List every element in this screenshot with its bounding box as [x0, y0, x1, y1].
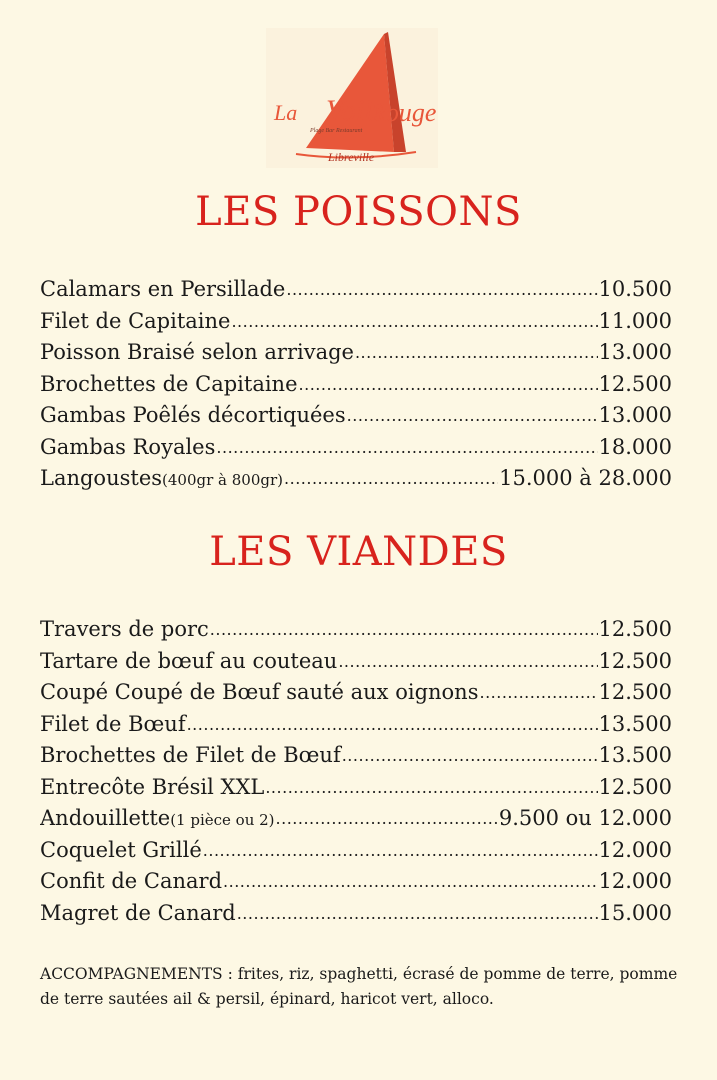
menu-item — [40, 369, 672, 401]
item-name: Brochettes de Capitaine — [40, 371, 298, 396]
item-name: Calamars en Persillade — [40, 277, 286, 301]
item-price: 13.500 — [598, 711, 672, 736]
leader-dots — [347, 400, 598, 432]
menu-item — [40, 898, 672, 930]
item-name: Coupé Coupé de Bœuf sauté aux oignons — [40, 680, 479, 704]
item-price: 15.000 à 28.000 — [499, 466, 672, 490]
item-note: (400gr à 800gr) — [162, 471, 284, 489]
item-name: Entrecôte Brésil XXL — [40, 774, 265, 799]
item-price: 15.000 — [598, 900, 672, 925]
item-name: Gambas Royales — [40, 434, 216, 459]
item-name: Magret de Canard — [40, 900, 236, 925]
menu-item — [40, 709, 672, 741]
item-name: Coquelet Grillé — [40, 837, 202, 862]
item-price: 13.500 — [598, 743, 672, 767]
item-name: Brochettes de Filet de Bœuf — [40, 743, 341, 767]
logo-word-rouge: Rouge — [370, 98, 437, 127]
item-price: 13.000 — [598, 340, 672, 364]
menu-item — [40, 866, 672, 898]
menu-item — [40, 274, 672, 306]
leader-dots — [187, 709, 598, 741]
menu-item — [40, 740, 672, 772]
item-name: Filet de Capitaine — [40, 308, 231, 333]
item-name: Tartare de bœuf au couteau — [40, 648, 338, 673]
item-note: (1 pièce ou 2) — [170, 811, 275, 829]
leader-dots — [216, 432, 597, 464]
item-name: Langoustes — [40, 466, 163, 490]
item-price: 12.500 — [598, 617, 672, 641]
menu-item — [40, 337, 672, 369]
leader-dots — [210, 614, 598, 646]
logo-word-la: La — [274, 100, 298, 125]
menu-item — [40, 614, 672, 646]
item-price: 9.500 ou 12.000 — [498, 806, 672, 830]
leader-dots — [286, 274, 597, 306]
menu-item — [40, 646, 672, 678]
item-price: 12.000 — [598, 869, 672, 893]
menu-item — [40, 835, 672, 867]
item-price: 13.000 — [598, 403, 672, 427]
menu-item — [40, 463, 672, 495]
item-price: 12.500 — [598, 774, 672, 799]
item-price: 12.000 — [598, 837, 672, 862]
restaurant-logo — [266, 28, 438, 168]
item-name: Confit de Canard — [40, 869, 223, 893]
item-name: Andouillette — [40, 806, 171, 830]
item-name: Gambas Poêlés décortiquées — [40, 403, 346, 427]
leader-dots — [479, 677, 597, 709]
menu-item — [40, 803, 672, 835]
item-price: 10.500 — [598, 277, 672, 301]
menu-item — [40, 772, 672, 804]
item-price: 12.500 — [598, 648, 672, 673]
leader-dots — [284, 463, 498, 495]
item-price: 11.000 — [598, 308, 672, 333]
leader-dots — [223, 866, 597, 898]
leader-dots — [355, 337, 598, 369]
menu-item — [40, 432, 672, 464]
item-name: Poisson Braisé selon arrivage — [40, 340, 354, 364]
leader-dots — [342, 740, 598, 772]
logo-tagline: Plage Bar Restaurant — [310, 128, 363, 134]
leader-dots — [203, 835, 598, 867]
leader-dots — [276, 803, 498, 835]
item-price: 18.000 — [598, 434, 672, 459]
section-title-viandes: LES VIANDES — [209, 529, 508, 575]
leader-dots — [338, 646, 597, 678]
menu-item — [40, 400, 672, 432]
section-title-poissons: LES POISSONS — [195, 189, 522, 235]
poissons-list — [40, 274, 672, 495]
menu-item — [40, 306, 672, 338]
leader-dots — [299, 369, 598, 401]
logo-city: Libreville — [328, 150, 375, 164]
item-price: 12.500 — [598, 680, 672, 704]
leader-dots — [231, 306, 597, 338]
menu-item — [40, 677, 672, 709]
logo-word-voile: Voile — [326, 94, 386, 127]
leader-dots — [237, 898, 598, 930]
item-name: Travers de porc — [40, 617, 209, 641]
viandes-list — [40, 614, 672, 929]
item-price: 12.500 — [598, 371, 672, 396]
accompagnements-note: ACCOMPAGNEMENTS : frites, riz, spaghetti, écrasé de pomme de terre, pomme de terre sautées ail & persil, épinard, haricot vert, alloco. — [40, 965, 678, 1008]
leader-dots — [265, 772, 597, 804]
item-name: Filet de Bœuf — [40, 711, 186, 736]
